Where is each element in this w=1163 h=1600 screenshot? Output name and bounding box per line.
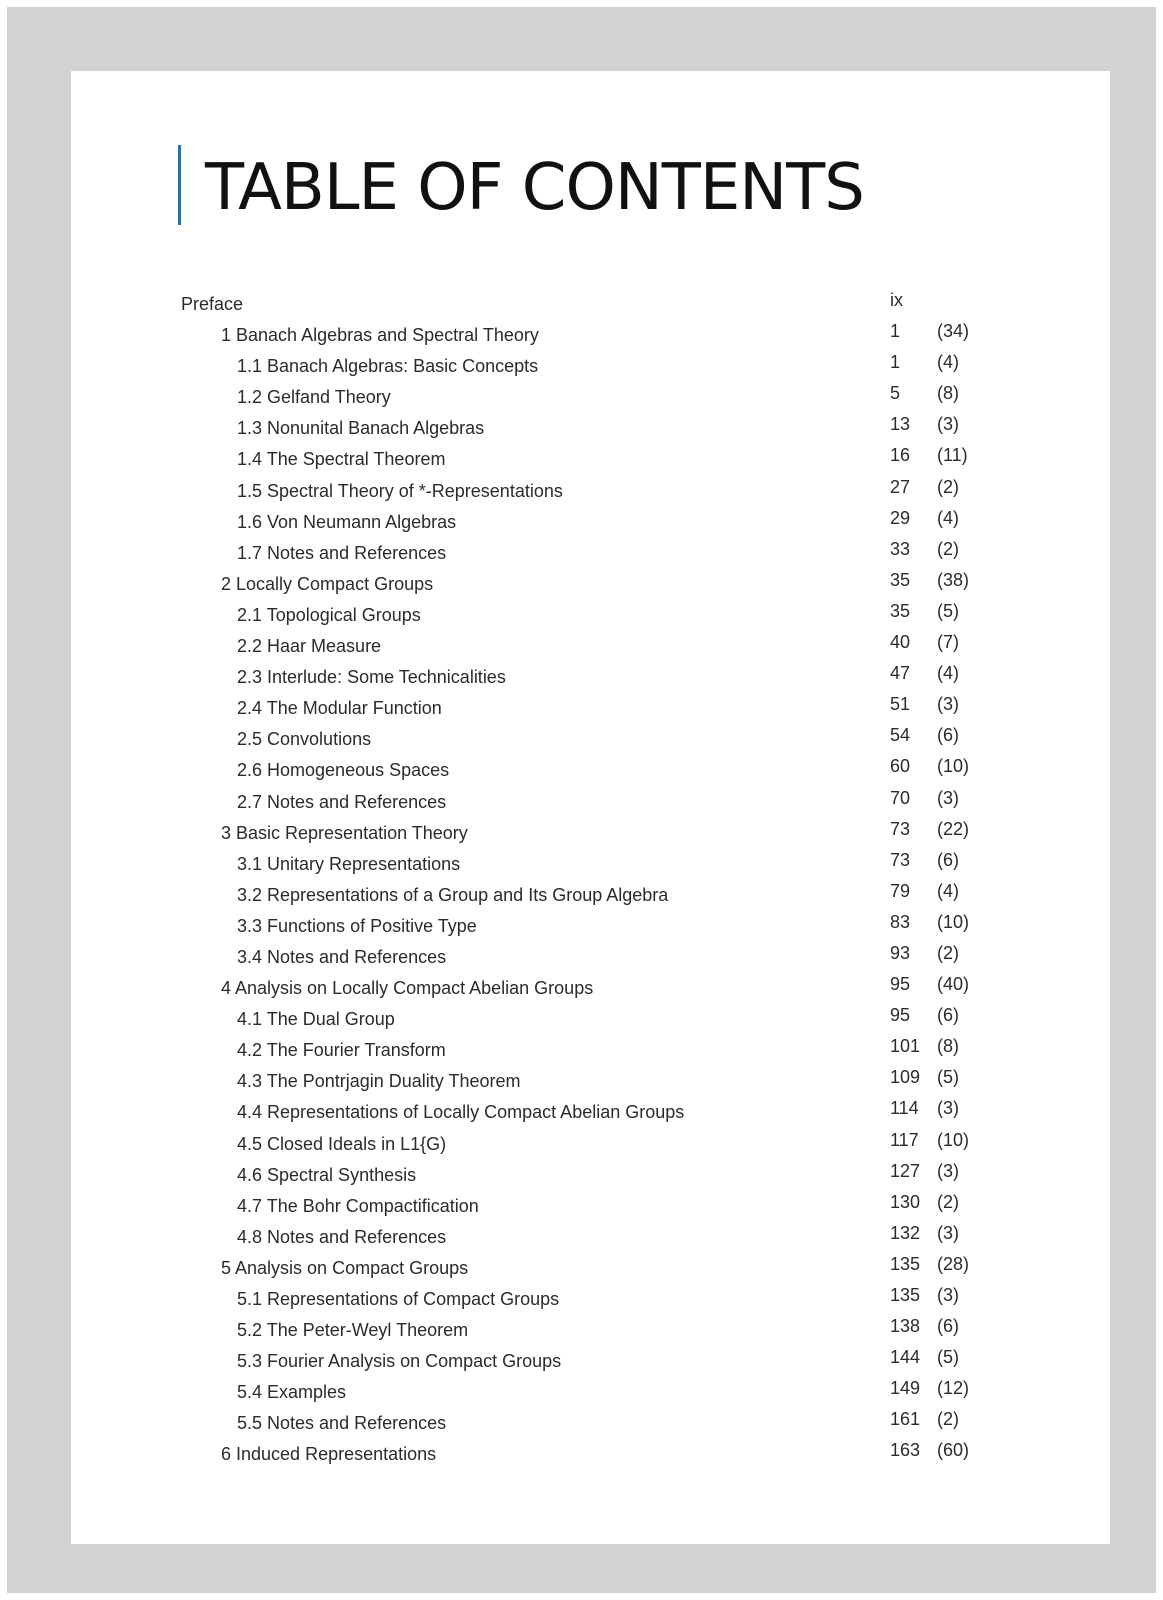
toc-entry-page-number: 1: [890, 321, 901, 342]
toc-entry[interactable]: [0, 1435, 1163, 1466]
toc-entry[interactable]: [0, 814, 1163, 845]
toc-entry-page-count: (40): [937, 974, 970, 995]
toc-entry-label: 1.6 Von Neumann Algebras: [237, 511, 457, 532]
toc-entry-label: 5.4 Examples: [237, 1382, 347, 1403]
toc-entry-label: 2.5 Convolutions: [237, 729, 372, 750]
toc-entry-page-count: (3): [937, 414, 959, 435]
toc-entry[interactable]: [0, 1093, 1163, 1124]
toc-entry[interactable]: [0, 565, 1163, 596]
toc-entry-page-number: 13: [890, 414, 911, 435]
toc-entry-page-number: 163: [890, 1440, 921, 1461]
toc-entry-label: 2.6 Homogeneous Spaces: [237, 760, 450, 781]
toc-entry-page-number: 35: [890, 569, 911, 590]
toc-entry-label: 4 Analysis on Locally Compact Abelian Groups: [221, 978, 594, 999]
toc-entry-label: 2 Locally Compact Groups: [221, 573, 434, 594]
toc-entry[interactable]: [0, 1125, 1163, 1156]
toc-entry-label: 1.7 Notes and References: [237, 542, 447, 563]
toc-entry-page-count: (12): [937, 1378, 970, 1399]
toc-entry[interactable]: [0, 378, 1163, 409]
toc-entry-page-count: (3): [937, 1222, 959, 1243]
toc-entry-page-number: 109: [890, 1067, 921, 1088]
toc-entry-label: 5.5 Notes and References: [237, 1413, 447, 1434]
toc-entry[interactable]: [0, 534, 1163, 565]
toc-entry-label: 3 Basic Representation Theory: [221, 822, 468, 843]
toc-entry[interactable]: [0, 938, 1163, 969]
toc-entry-page-number: 35: [890, 600, 911, 621]
toc-entry-label: 5.1 Representations of Compact Groups: [237, 1289, 560, 1309]
toc-entry-label: 4.8 Notes and References: [237, 1226, 447, 1247]
toc-entry[interactable]: [0, 689, 1163, 720]
toc-entry[interactable]: [0, 627, 1163, 658]
toc-entry-page-count: (8): [937, 383, 959, 404]
toc-entry-label: 4.1 The Dual Group: [237, 1009, 395, 1030]
toc-entry[interactable]: [0, 596, 1163, 627]
toc-entry-page-count: (5): [937, 1347, 959, 1368]
toc-entry-page-count: (2): [937, 1191, 959, 1212]
toc-entry[interactable]: [0, 503, 1163, 534]
title-accent-bar: [178, 145, 181, 225]
toc-entry-label: 1.1 Banach Algebras: Basic Concepts: [237, 356, 539, 377]
toc-entry-page-number: 5: [890, 383, 901, 404]
toc-entry-page-number: 73: [890, 818, 911, 839]
toc-entry-page-number: 132: [890, 1222, 921, 1243]
toc-list: [0, 285, 1163, 1467]
toc-entry-label: 1.3 Nonunital Banach Algebras: [237, 418, 485, 439]
toc-entry-label: 3.3 Functions of Positive Type: [237, 915, 477, 936]
toc-entry-page-count: (3): [937, 1285, 959, 1305]
toc-entry-page-count: (6): [937, 1316, 959, 1337]
toc-entry-page-count: (2): [937, 476, 959, 497]
toc-entry-label: 1 Banach Algebras and Spectral Theory: [221, 325, 539, 346]
toc-entry-label: 5.3 Fourier Analysis on Compact Groups: [237, 1351, 562, 1372]
toc-entry[interactable]: [0, 658, 1163, 689]
toc-entry-page-number: 144: [890, 1347, 921, 1368]
toc-entry-page-count: (28): [937, 1253, 970, 1274]
toc-entry-page-number: 135: [890, 1253, 921, 1274]
toc-entry[interactable]: [0, 1000, 1163, 1031]
toc-entry-page-number: 135: [890, 1285, 921, 1305]
toc-entry-page-count: (3): [937, 787, 959, 808]
toc-entry-page-count: (22): [937, 818, 970, 839]
toc-entry-page-number: 79: [890, 880, 911, 901]
toc-entry-page-count: (4): [937, 880, 959, 901]
toc-entry-label: 4.6 Spectral Synthesis: [237, 1164, 417, 1185]
toc-entry-label: 4.3 The Pontrjagin Duality Theorem: [237, 1071, 521, 1092]
toc-entry[interactable]: [0, 285, 1163, 316]
toc-entry-label: 4.2 The Fourier Transform: [237, 1040, 446, 1061]
toc-entry-page-number: 161: [890, 1409, 921, 1430]
toc-entry[interactable]: [0, 720, 1163, 751]
toc-entry-page-number: 51: [890, 694, 911, 715]
toc-entry-page-count: (7): [937, 632, 959, 653]
toc-entry-page-count: (6): [937, 1005, 959, 1026]
toc-entry-page-number: 27: [890, 476, 911, 497]
toc-entry-label: 4.7 The Bohr Compactification: [237, 1195, 479, 1216]
toc-entry-page-count: (4): [937, 352, 959, 373]
toc-entry-label: 1.2 Gelfand Theory: [237, 387, 391, 408]
toc-entry-page-count: (10): [937, 756, 970, 777]
toc-entry[interactable]: [0, 1311, 1163, 1342]
toc-entry-page-count: (38): [937, 569, 970, 590]
page-title: TABLE OF CONTENTS: [205, 151, 864, 225]
toc-entry-page-number: 95: [890, 974, 911, 995]
toc-entry-label: 3.4 Notes and References: [237, 946, 447, 967]
toc-entry[interactable]: [0, 1280, 1163, 1311]
toc-entry-label: 1.5 Spectral Theory of *-Representations: [237, 480, 563, 501]
toc-entry-page-count: (3): [937, 1098, 959, 1119]
toc-entry[interactable]: [0, 316, 1163, 347]
toc-entry-page-number: 117: [890, 1129, 919, 1150]
toc-entry[interactable]: [0, 1249, 1163, 1280]
toc-entry-page-number: 130: [890, 1191, 921, 1212]
toc-entry-page-number: 47: [890, 663, 911, 684]
toc-entry-page-count: (6): [937, 725, 959, 746]
toc-entry-page-count: (5): [937, 1067, 959, 1088]
toc-entry-page-number: 70: [890, 787, 911, 808]
toc-entry-label: 3.1 Unitary Representations: [237, 853, 461, 874]
toc-entry-label: 2.1 Topological Groups: [237, 604, 421, 625]
toc-entry[interactable]: [0, 347, 1163, 378]
toc-entry-page-count: (2): [937, 538, 959, 559]
toc-entry[interactable]: [0, 409, 1163, 440]
toc-entry-label: 2.2 Haar Measure: [237, 636, 382, 657]
toc-entry-label: 2.3 Interlude: Some Technicalities: [237, 667, 506, 688]
toc-entry-page-count: (4): [937, 663, 959, 684]
toc-entry-label: 4.4 Representations of Locally Compact Abelian Groups: [237, 1102, 685, 1123]
toc-entry-label: 3.2 Representations of a Group and Its Group Algebra: [237, 884, 669, 905]
toc-entry[interactable]: [0, 1062, 1163, 1093]
toc-entry-page-number: 93: [890, 942, 911, 963]
toc-entry-page-number: ix: [890, 290, 903, 310]
toc-entry[interactable]: [0, 1031, 1163, 1062]
toc-entry-page-number: 33: [890, 538, 911, 559]
toc-entry-page-count: (10): [937, 1129, 970, 1150]
toc-entry-label: 5.2 The Peter-Weyl Theorem: [237, 1320, 469, 1341]
toc-entry-page-number: 114: [890, 1098, 919, 1119]
toc-entry-page-number: 138: [890, 1316, 921, 1337]
toc-entry[interactable]: [0, 876, 1163, 907]
toc-entry[interactable]: [0, 907, 1163, 938]
toc-entry[interactable]: [0, 969, 1163, 1000]
toc-entry-page-count: (60): [937, 1440, 970, 1461]
toc-entry-page-count: (5): [937, 600, 959, 621]
toc-entry[interactable]: [0, 440, 1163, 471]
toc-entry-page-count: (10): [937, 911, 970, 932]
toc-entry-page-number: 73: [890, 849, 911, 870]
toc-entry-page-count: (34): [937, 321, 970, 342]
toc-entry[interactable]: [0, 1218, 1163, 1249]
toc-entry-page-number: 149: [890, 1378, 921, 1399]
toc-entry-label: Preface: [181, 294, 244, 314]
toc-entry[interactable]: [0, 1404, 1163, 1435]
toc-entry[interactable]: [0, 845, 1163, 876]
toc-entry-label: 2.4 The Modular Function: [237, 698, 442, 719]
toc-entry[interactable]: [0, 783, 1163, 814]
toc-entry-page-count: (6): [937, 849, 959, 870]
toc-entry[interactable]: [0, 751, 1163, 782]
toc-entry-page-number: 83: [890, 911, 911, 932]
toc-entry[interactable]: [0, 1373, 1163, 1404]
toc-entry-page-count: (8): [937, 1036, 959, 1057]
toc-entry-label: 1.4 The Spectral Theorem: [237, 449, 446, 470]
toc-entry[interactable]: [0, 472, 1163, 503]
toc-entry[interactable]: [0, 1156, 1163, 1187]
toc-entry-page-number: 16: [890, 445, 911, 466]
toc-entry-page-number: 127: [890, 1160, 921, 1181]
toc-entry-page-count: (2): [937, 942, 959, 963]
toc-entry-label: 5 Analysis on Compact Groups: [221, 1257, 469, 1278]
toc-entry-page-number: 54: [890, 725, 911, 746]
toc-entry-page-count: (4): [937, 507, 959, 528]
toc-entry-page-number: 40: [890, 632, 911, 653]
toc-entry-page-number: 95: [890, 1005, 911, 1026]
toc-entry-label: 6 Induced Representations: [221, 1444, 437, 1465]
toc-entry-page-count: (2): [937, 1409, 959, 1430]
toc-entry-page-number: 1: [890, 352, 901, 373]
toc-entry-page-count: (3): [937, 694, 959, 715]
toc-entry-page-number: 60: [890, 756, 911, 777]
toc-entry-page-number: 29: [890, 507, 911, 528]
toc-entry-label: 2.7 Notes and References: [237, 791, 447, 812]
toc-entry[interactable]: [0, 1342, 1163, 1373]
toc-entry[interactable]: [0, 1187, 1163, 1218]
toc-entry-page-count: (3): [937, 1160, 959, 1181]
toc-entry-page-number: 101: [890, 1036, 921, 1057]
toc-entry-page-count: (11): [937, 445, 968, 466]
toc-entry-label: 4.5 Closed Ideals in L1{G): [237, 1133, 447, 1154]
